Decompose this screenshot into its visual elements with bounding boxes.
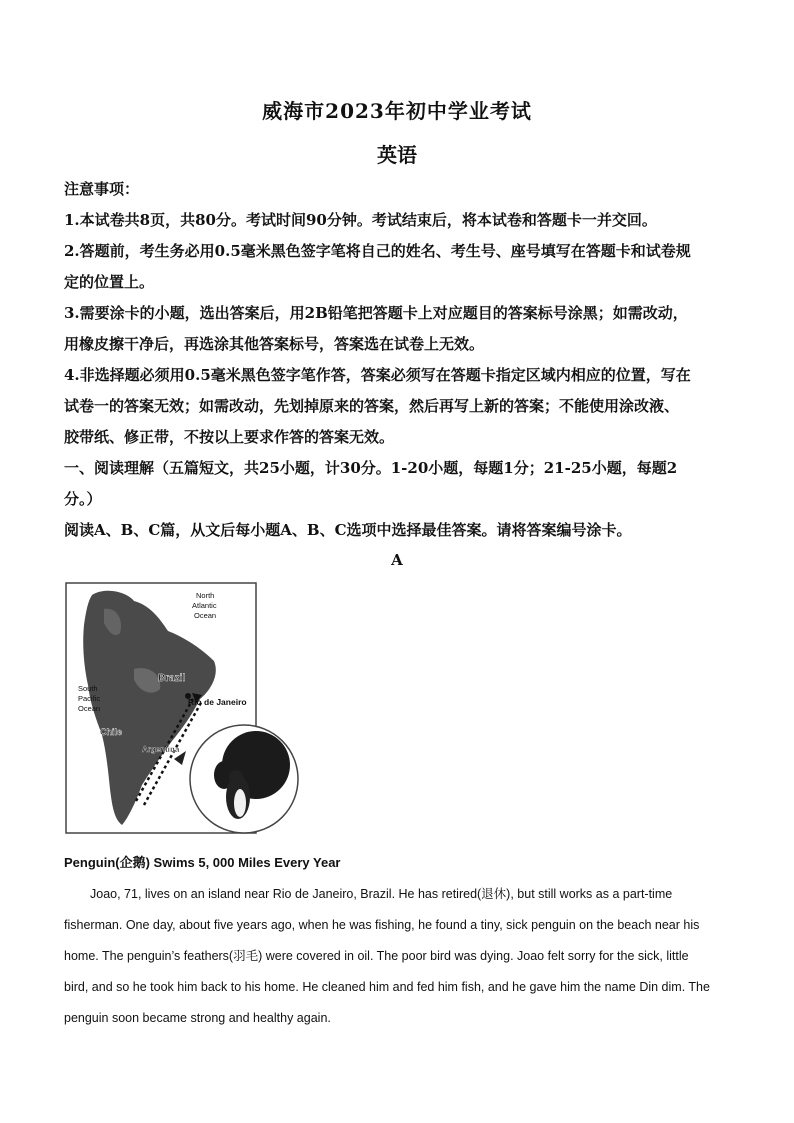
page-title: 威海市2023年初中学业考试 bbox=[262, 99, 532, 123]
penguin-head bbox=[229, 770, 243, 784]
section-heading-line: 分。） bbox=[64, 490, 102, 508]
article-title: Penguin(企鹅) Swims 5, 000 Miles Every Year bbox=[64, 855, 341, 870]
ocean-label-south: Ocean bbox=[78, 704, 101, 713]
country-label-brazil: Brazil bbox=[158, 673, 186, 684]
ocean-label-north: Ocean bbox=[194, 611, 217, 620]
notes-heading: 注意事项： bbox=[64, 180, 140, 198]
notes-line: 定的位置上。 bbox=[64, 273, 155, 291]
country-label-argentina: Argentina bbox=[142, 745, 180, 754]
notes-line: 胶带纸、修正带，不按以上要求作答的答案无效。 bbox=[64, 428, 395, 446]
article-body bbox=[64, 879, 734, 1034]
south-america-map-image bbox=[64, 579, 300, 837]
notes-line: 2.答题前，考生务必用0.5毫米黑色签字笔将自己的姓名、考生号、座号填写在答题卡和试卷规 bbox=[64, 242, 691, 260]
notes-block bbox=[64, 174, 734, 546]
map-figure bbox=[64, 579, 300, 837]
notes-line: 1.本试卷共8页，共80分。考试时间90分钟。考试结束后，将本试卷和答题卡一并交回。 bbox=[64, 211, 657, 229]
ocean-label-north: Atlantic bbox=[192, 601, 217, 610]
notes-line: 试卷一的答案无效；如需改动，先划掉原来的答案，然后再写上新的答案；不能使用涂改液、 bbox=[64, 397, 680, 415]
ocean-label-north: North bbox=[196, 591, 215, 600]
ocean-label-south: Pacific bbox=[78, 694, 101, 703]
subject-title: 英语 bbox=[377, 143, 417, 167]
article-line: penguin soon became strong and healthy again. bbox=[64, 1011, 331, 1025]
notes-line: 3.需要涂卡的小题，选出答案后，用2B铅笔把答题卡上对应题目的答案标号涂黑；如需改动， bbox=[64, 304, 688, 322]
section-heading-line: 一、阅读理解（五篇短文，共25小题，计30分。1-20小题，每题1分；21-25小题，每题2 bbox=[64, 459, 678, 477]
country-label-chile: Chile bbox=[100, 727, 123, 737]
ocean-label-south: South bbox=[78, 684, 98, 693]
article-line: Joao, 71, lives on an island near Rio de Janeiro, Brazil. He has retired(退休), but still works as a part-time bbox=[90, 887, 673, 901]
article-line: home. The penguin’s feathers(羽毛) were covered in oil. The poor bird was dying. Joao felt sorry for the sick, little bbox=[64, 949, 689, 963]
city-label-rio: Rio de Janeiro bbox=[188, 697, 247, 707]
notes-line: 用橡皮擦干净后，再选涂其他答案标号，答案选在试卷上无效。 bbox=[64, 335, 485, 353]
section-instruction: 阅读A、B、C篇，从文后每小题A、B、C选项中选择最佳答案。请将答案编号涂卡。 bbox=[64, 521, 632, 539]
article-line: bird, and so he took him back to his home. He cleaned him and fed him fish, and he gave him the name Din dim. The bbox=[64, 980, 710, 994]
notes-line: 4.非选择题必须用0.5毫米黑色签字笔作答，答案必须写在答题卡指定区域内相应的位置，写在 bbox=[64, 366, 691, 384]
penguin-belly bbox=[234, 789, 246, 817]
article-line: fisherman. One day, about five years ago, when he was fishing, he found a tiny, sick penguin on the beach near his bbox=[64, 918, 700, 932]
passage-letter: A bbox=[391, 551, 403, 569]
